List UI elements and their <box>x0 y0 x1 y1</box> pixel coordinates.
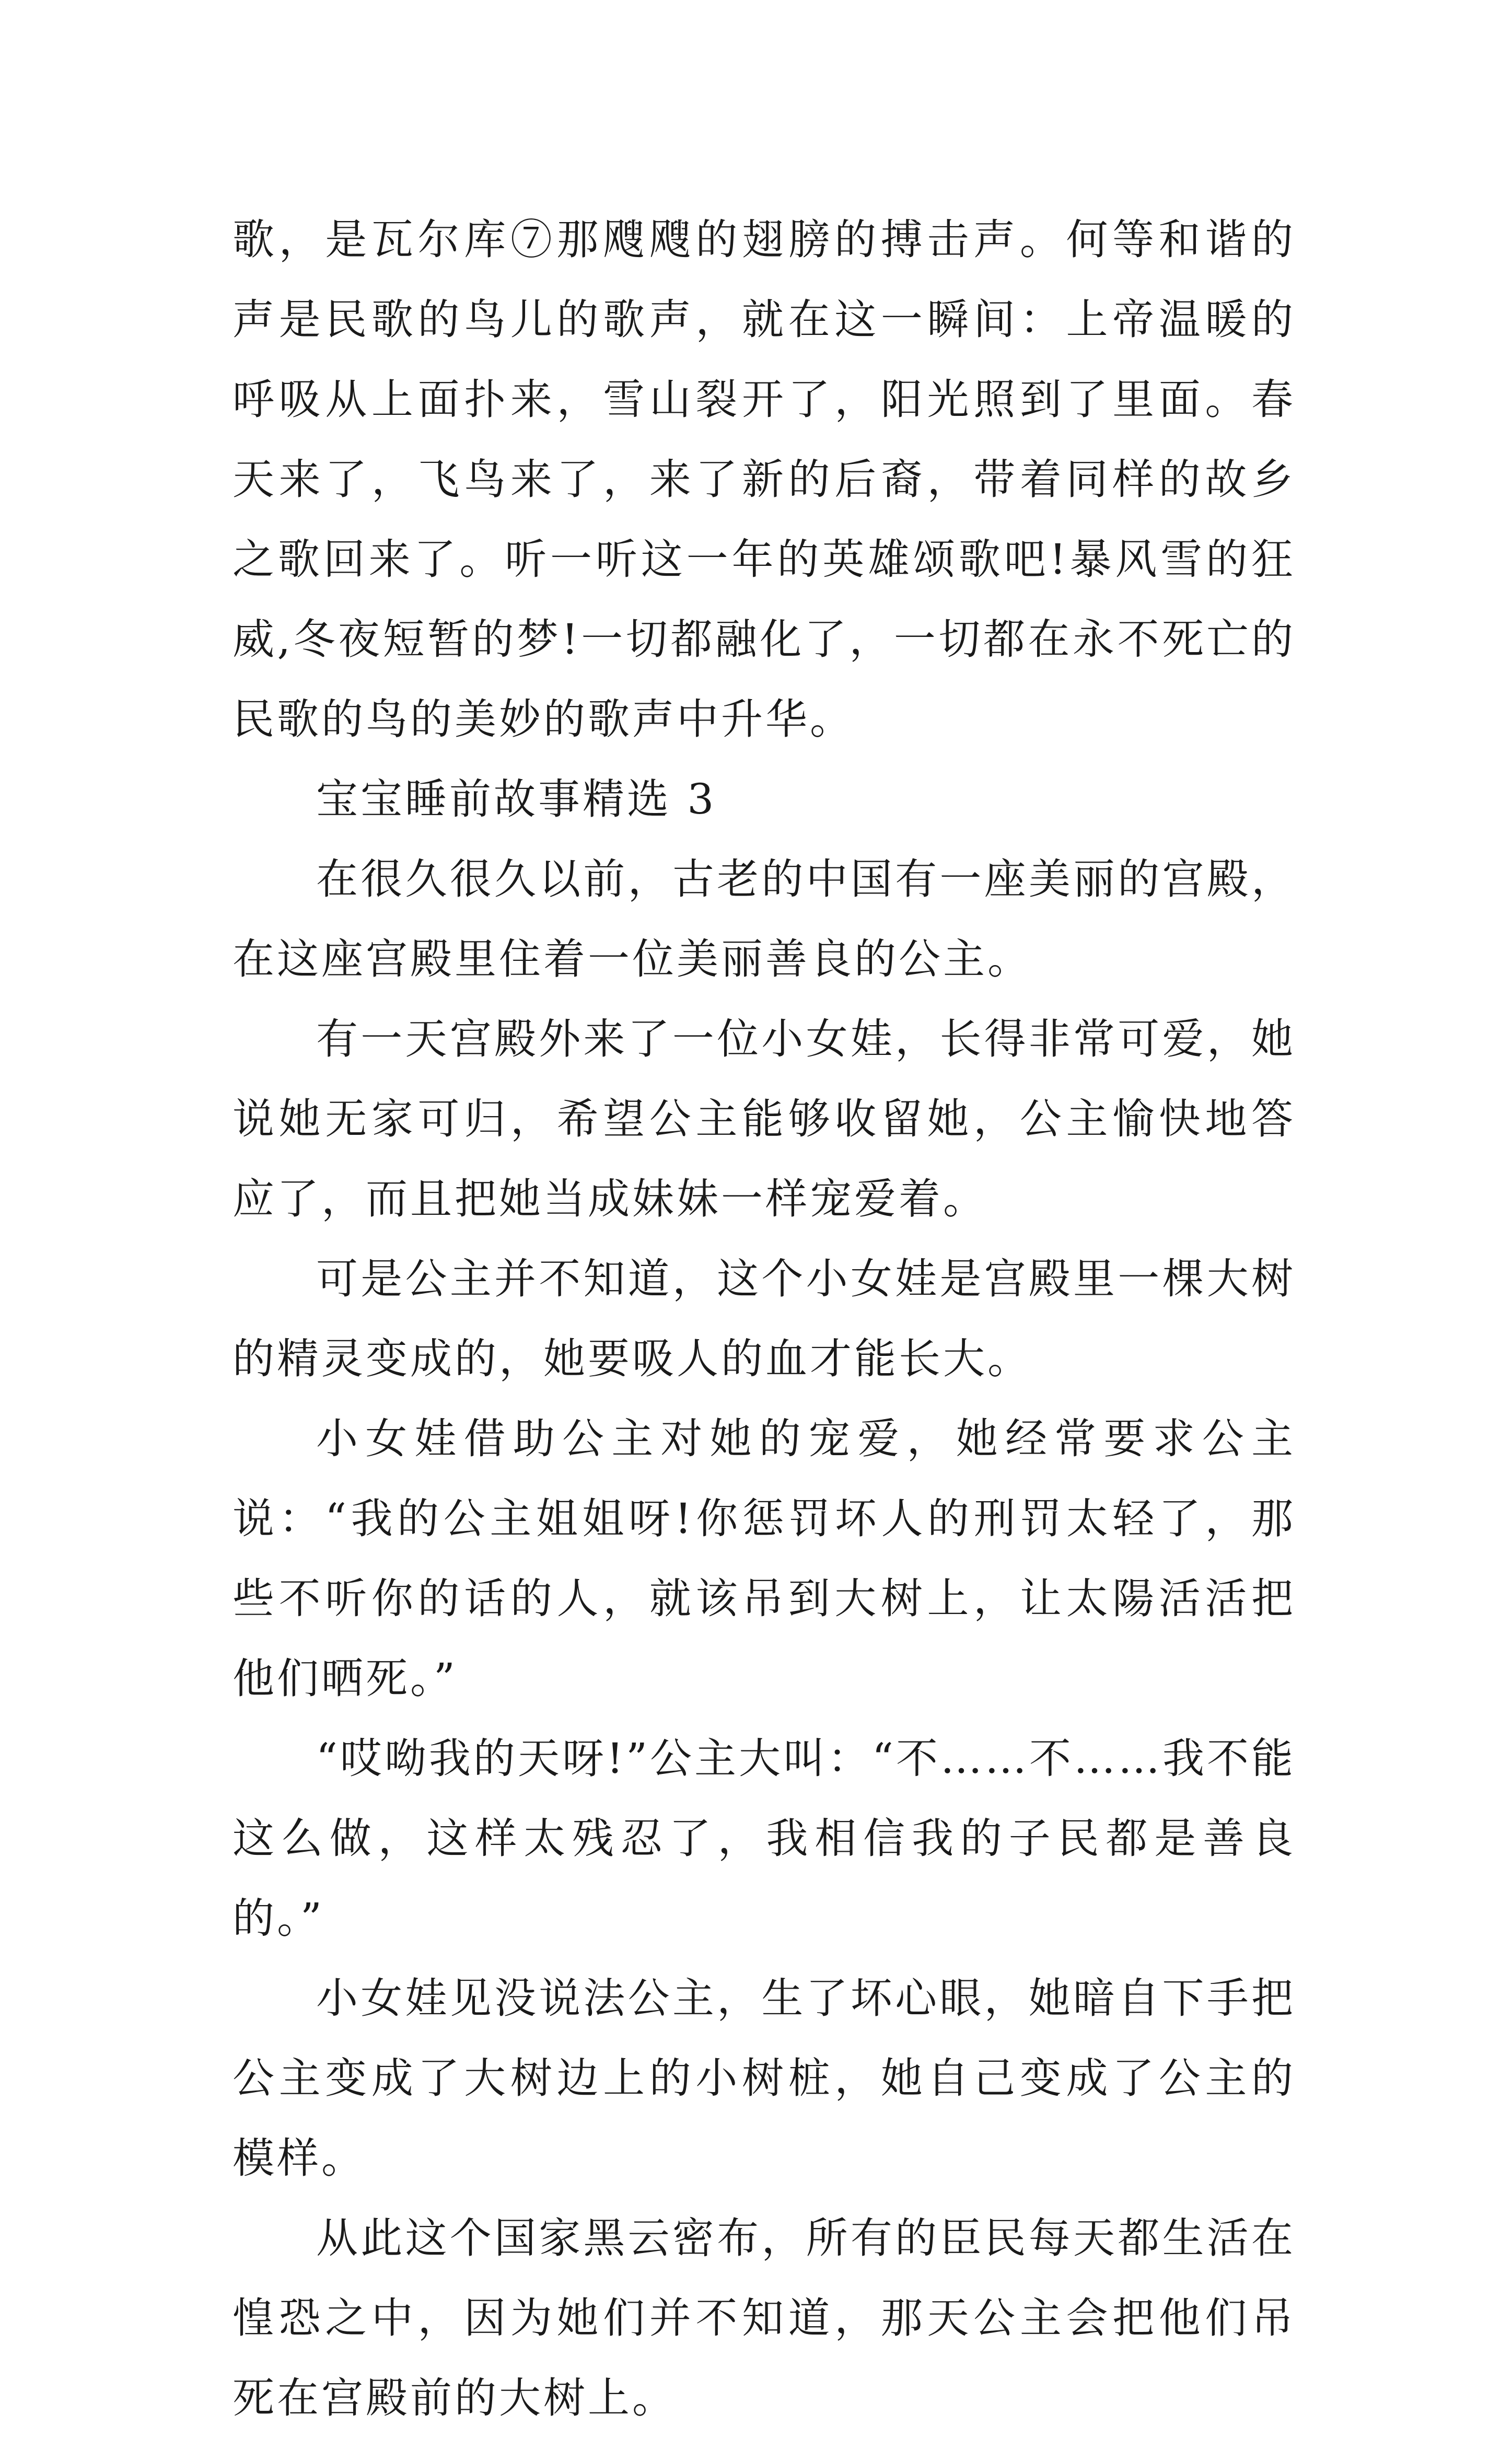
paragraph-6: 小女娃见没说法公主，生了坏心眼，她暗自下手把公主变成了大树边上的小树桩，她自己变成了公主的模样。 <box>232 1974 1296 2182</box>
paragraph-7: 从此这个国家黑云密布，所有的臣民每天都生活在惶恐之中，因为她们并不知道，那天公主会把他们吊死在宫殿前的大树上。 <box>232 2214 1296 2422</box>
paragraph-3: 可是公主并不知道，这个小女娃是宫殿里一棵大树的精灵变成的，她要吸人的血才能长大。 <box>232 1255 1296 1383</box>
paragraph-4: 小女娃借助公主对她的宠爱，她经常要求公主说：“我的公主姐姐呀!你惩罚坏人的刑罚太轻了，那些不听你的话的人，就该吊到大树上，让太陽活活把他们晒死。” <box>232 1414 1296 1703</box>
paragraph-2: 有一天宫殿外来了一位小女娃，长得非常可爱，她说她无家可归，希望公主能够收留她，公主愉快地答应了，而且把她当成妹妹一样宠爱着。 <box>232 1015 1296 1223</box>
paragraph-5: “哎呦我的天呀!”公主大叫：“不……不……我不能这么做，这样太残忍了，我相信我的子民都是善良的。” <box>232 1734 1296 1943</box>
paragraph-continuation: 歌，是瓦尔库⑦那飕飕的翅膀的搏击声。何等和谐的声是民歌的鸟儿的歌声，就在这一瞬间：上帝温暖的呼吸从上面扑来，雪山裂开了，阳光照到了里面。春天来了，飞鸟来了，来了新的后裔，带着同样的故乡之歌回来了。听一听这一年的英雄颂歌吧!暴风雪的狂威,冬夜短暂的梦!一切都融化了，一切都在永不死亡的民歌的鸟的美妙的歌声中升华。 <box>232 215 1296 744</box>
paragraph-1: 在很久很久以前，古老的中国有一座美丽的宫殿，在这座宫殿里住着一位美丽善良的公主。 <box>232 855 1296 983</box>
document-body <box>232 200 1296 2438</box>
story-heading: 宝宝睡前故事精选 3 <box>316 775 717 823</box>
